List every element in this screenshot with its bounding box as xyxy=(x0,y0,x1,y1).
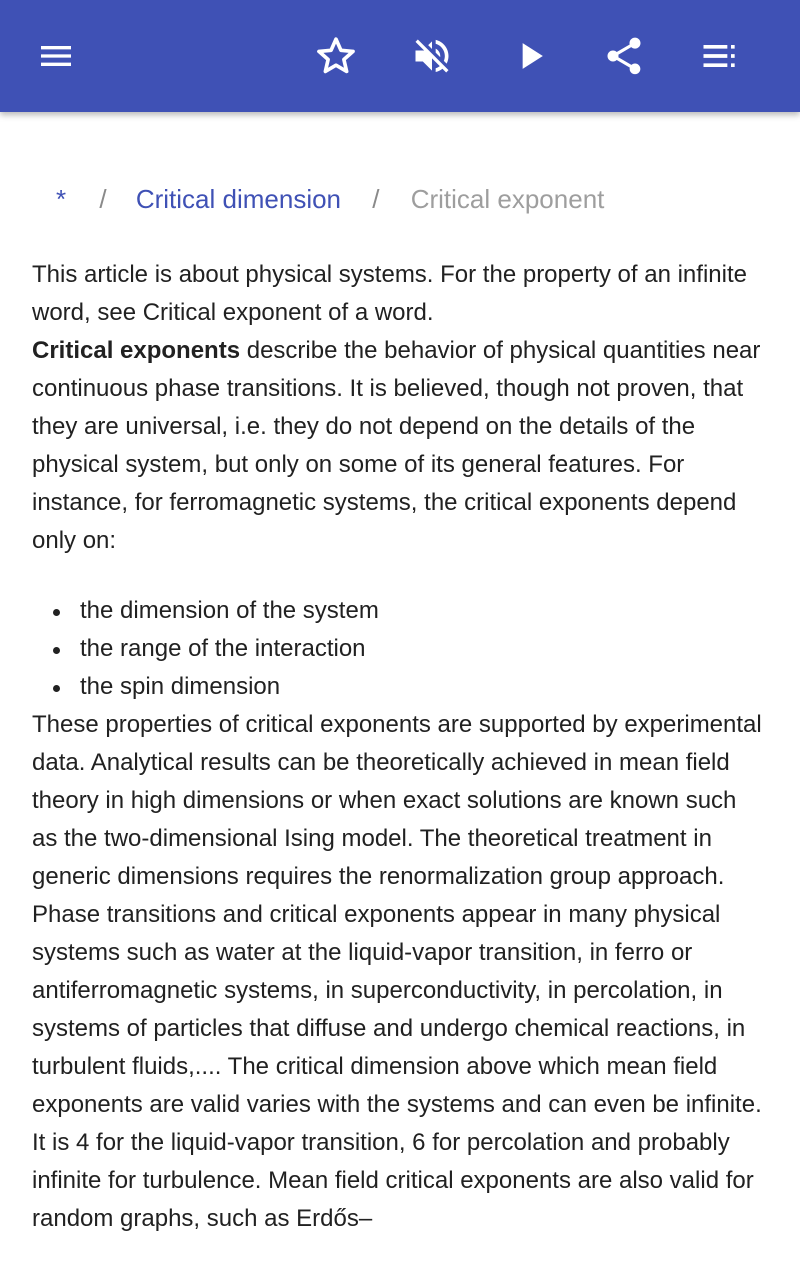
volume-off-icon xyxy=(410,34,454,78)
breadcrumb-home-link[interactable]: * xyxy=(56,184,67,214)
share-icon xyxy=(602,34,646,78)
intro-paragraph xyxy=(32,332,768,560)
share-button[interactable] xyxy=(592,24,656,88)
bookmark-button[interactable] xyxy=(304,24,368,88)
play-button[interactable] xyxy=(498,24,562,88)
contents-button[interactable] xyxy=(688,24,752,88)
star-outline-icon xyxy=(314,34,358,78)
list-item: the spin dimension xyxy=(80,668,768,706)
intro-text: describe the behavior of physical quantities near continuous phase transitions. It is believed, though not proven, that they are universal, i.e. they do not depend on the details of the physical system, but only on some of its general features. For instance, for ferromagnetic systems, the critical exponents depend only on: xyxy=(32,337,761,554)
list-item: the range of the interaction xyxy=(80,630,768,668)
playlist-icon xyxy=(698,34,742,78)
app-bar xyxy=(0,0,800,112)
hatnote: This article is about physical systems. For the property of an infinite word, see Critical exponent of a word. xyxy=(32,261,747,326)
breadcrumb xyxy=(56,182,604,216)
breadcrumb-separator: / xyxy=(99,184,107,214)
dependency-list xyxy=(32,592,768,706)
menu-button[interactable] xyxy=(24,24,88,88)
breadcrumb-separator: / xyxy=(372,184,380,214)
play-icon xyxy=(508,34,552,78)
breadcrumb-parent-link[interactable]: Critical dimension xyxy=(135,184,342,214)
body-paragraph: These properties of critical exponents are supported by experimental data. Analytical results can be theoretically achieved in mean field theory in high dimensions or when exact solutions are known such as the two-dimensional Ising model. The theoretical treatment in generic dimensions requires the renormalization group approach. Phase transitions and critical exponents appear in many physical systems such as water at the liquid-vapor transition, in ferro or antiferromagnetic systems, in superconductivity, in percolation, in systems of particles that diffuse and undergo chemical reactions, in turbulent fluids,.... The critical dimension above which mean field exponents are valid varies with the systems and can even be infinite. It is 4 for the liquid-vapor transition, 6 for percolation and probably infinite for turbulence. Mean field critical exponents are also valid for random graphs, such as Erdős– xyxy=(32,711,762,1232)
mute-button[interactable] xyxy=(400,24,464,88)
paragraph-gap xyxy=(32,560,768,592)
article-view[interactable] xyxy=(0,112,800,1280)
intro-bold-term: Critical exponents xyxy=(32,337,241,364)
list-item: the dimension of the system xyxy=(80,592,768,630)
article-body xyxy=(32,256,768,1238)
menu-icon xyxy=(36,36,76,76)
breadcrumb-current: Critical exponent xyxy=(410,184,605,214)
